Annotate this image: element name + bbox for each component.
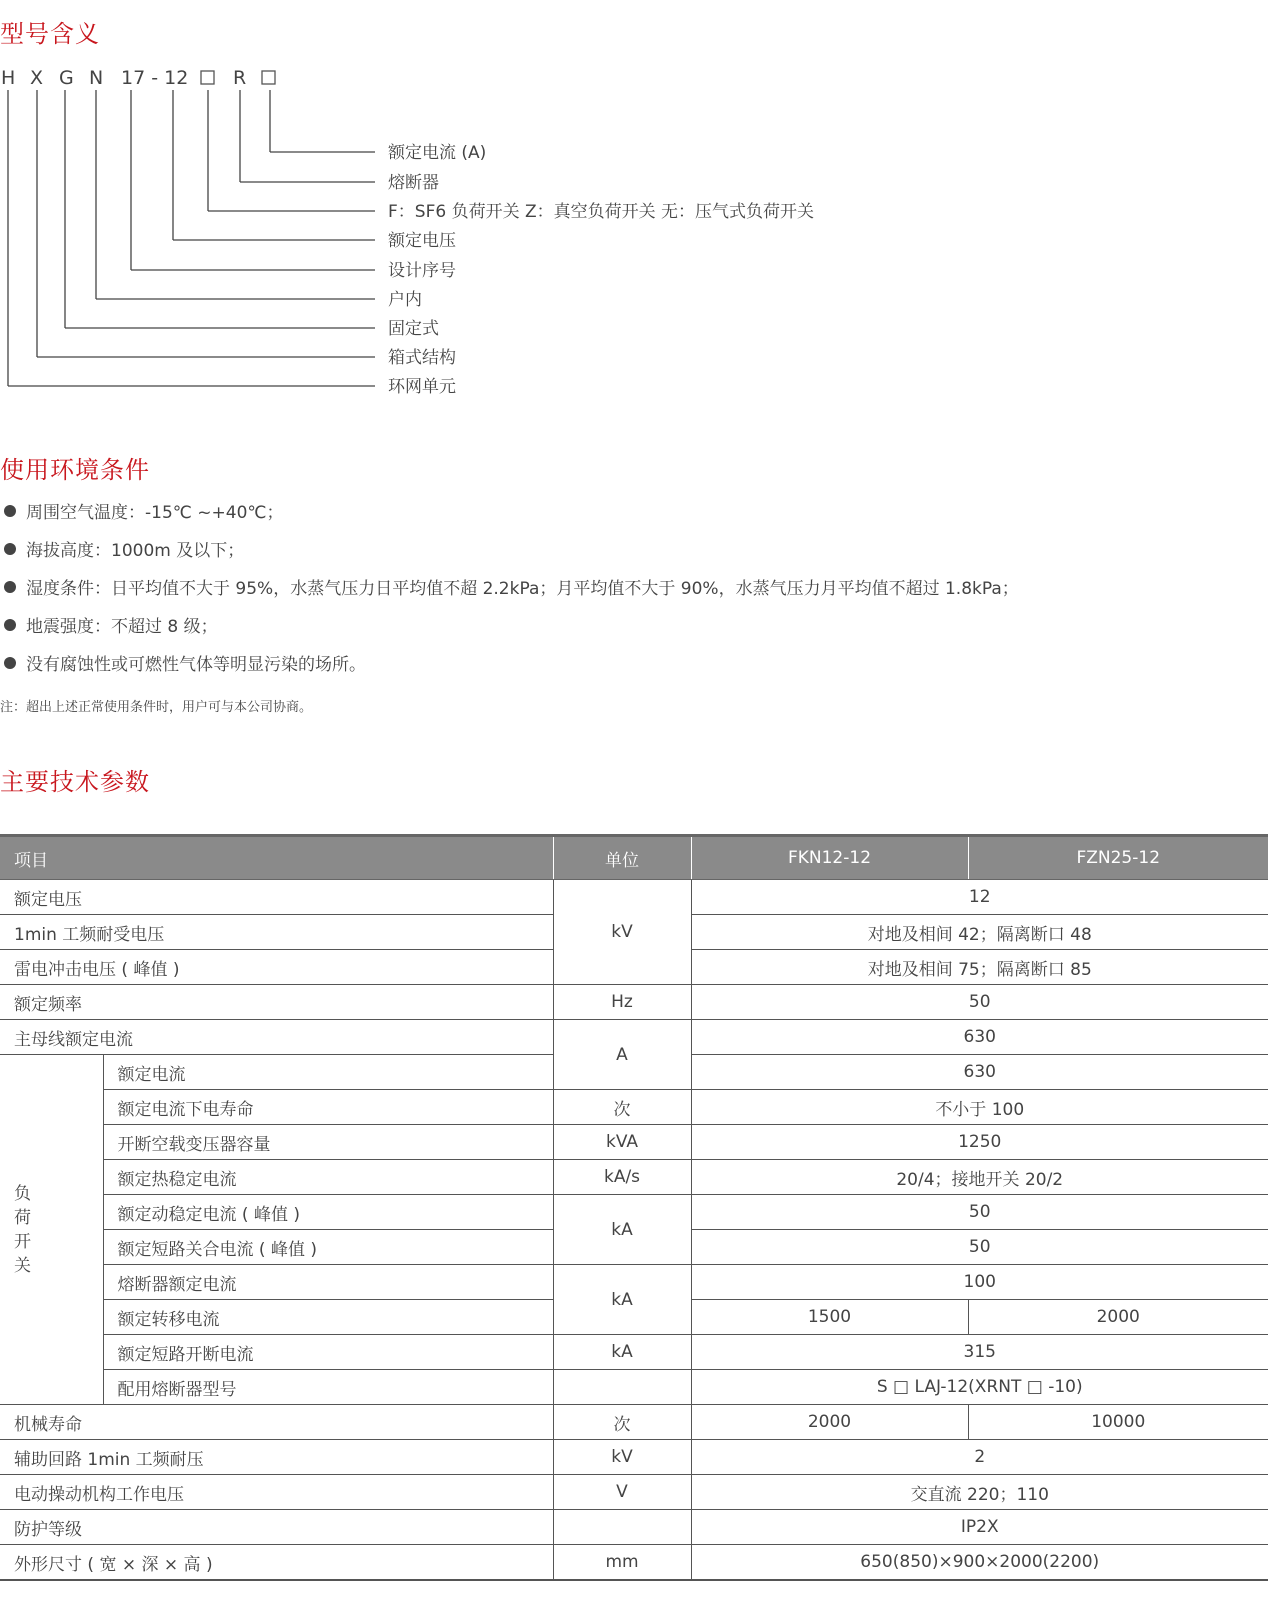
environment-note: 注：超出上述正常使用条件时，用户可与本公司协商。 [0, 700, 313, 715]
table-row [0, 1475, 1268, 1510]
row-unit: kV [553, 1440, 691, 1475]
table-row [0, 1335, 1268, 1370]
table-row [0, 1370, 1268, 1405]
row-unit: V [553, 1475, 691, 1510]
row-item: 额定转移电流 [103, 1300, 553, 1335]
code-n: N [89, 67, 104, 89]
row-item: 配用熔断器型号 [103, 1370, 553, 1405]
row-value-fzn: 2000 [968, 1300, 1268, 1335]
parameters-table [0, 834, 1268, 1581]
header-fzn: FZN25-12 [968, 836, 1268, 880]
row-item: 外形尺寸 ( 宽 × 深 × 高 ) [0, 1545, 553, 1581]
header-item: 项目 [0, 836, 553, 880]
group-label-text: 负 荷 开 关 [14, 1183, 31, 1276]
row-item: 开断空载变压器容量 [103, 1125, 553, 1160]
code-series: 17 - 12 [121, 67, 189, 89]
desc-fixed: 固定式 [388, 319, 439, 339]
table-row [0, 1195, 1268, 1230]
env-pollution: 没有腐蚀性或可燃性气体等明显污染的场所。 [26, 655, 366, 675]
env-humidity: 湿度条件：日平均值不大于 95%，水蒸气压力日平均值不超 2.2kPa；月平均值不大于 90%，水蒸气压力月平均值不超过 1.8kPa； [26, 579, 1019, 599]
row-unit: Hz [553, 985, 691, 1020]
table-row [0, 1265, 1268, 1300]
group-label-load-switch [0, 1055, 103, 1405]
row-item: 额定电流下电寿命 [103, 1090, 553, 1125]
row-value: 12 [691, 880, 1268, 915]
row-unit: kA/s [553, 1160, 691, 1195]
row-item: 机械寿命 [0, 1405, 553, 1440]
row-item: 额定动稳定电流 ( 峰值 ) [103, 1195, 553, 1230]
row-item: 额定短路开断电流 [103, 1335, 553, 1370]
row-item: 额定短路关合电流 ( 峰值 ) [103, 1230, 553, 1265]
row-item: 额定电流 [103, 1055, 553, 1090]
leader-lines [8, 90, 375, 386]
row-value: 50 [691, 1230, 1268, 1265]
code-box-current [262, 71, 275, 84]
row-value-fkn: 2000 [691, 1405, 968, 1440]
list-item [0, 574, 1019, 612]
row-item: 辅助回路 1min 工频耐压 [0, 1440, 553, 1475]
bullet-icon [4, 619, 16, 631]
row-unit: kV [553, 880, 691, 985]
row-item: 额定热稳定电流 [103, 1160, 553, 1195]
table-header-row [0, 836, 1268, 880]
row-unit [553, 1510, 691, 1545]
row-value: 50 [691, 985, 1268, 1020]
table-row [0, 1510, 1268, 1545]
row-value: 2 [691, 1440, 1268, 1475]
row-unit: kA [553, 1195, 691, 1265]
desc-rated-current: 额定电流 (A) [388, 143, 487, 163]
list-item [0, 612, 1019, 650]
table-row [0, 1545, 1268, 1581]
table-row [0, 880, 1268, 915]
row-unit [553, 1370, 691, 1405]
row-unit: mm [553, 1545, 691, 1581]
bullet-icon [4, 657, 16, 669]
table-row [0, 1440, 1268, 1475]
header-unit: 单位 [553, 836, 691, 880]
env-altitude: 海拔高度：1000m 及以下； [26, 541, 245, 561]
row-item: 防护等级 [0, 1510, 553, 1545]
model-descriptions [388, 143, 814, 397]
row-value: 315 [691, 1335, 1268, 1370]
row-unit: 次 [553, 1090, 691, 1125]
code-x: X [30, 67, 44, 89]
row-value: 1250 [691, 1125, 1268, 1160]
bullet-icon [4, 505, 16, 517]
desc-rated-voltage: 额定电压 [388, 231, 456, 251]
row-value-fkn: 1500 [691, 1300, 968, 1335]
list-item [0, 536, 1019, 574]
row-value: IP2X [691, 1510, 1268, 1545]
row-value: 不小于 100 [691, 1090, 1268, 1125]
row-value: S □ LAJ-12(XRNT □ -10) [691, 1370, 1268, 1405]
environment-list [0, 498, 1019, 688]
list-item [0, 498, 1019, 536]
row-value: 50 [691, 1195, 1268, 1230]
row-item: 1min 工频耐受电压 [0, 915, 553, 950]
desc-design-no: 设计序号 [388, 261, 456, 281]
header-fkn: FKN12-12 [691, 836, 968, 880]
params-title: 主要技术参数 [0, 768, 150, 796]
row-item: 额定频率 [0, 985, 553, 1020]
code-h: H [1, 67, 16, 89]
row-unit: kA [553, 1335, 691, 1370]
row-value: 650(850)×900×2000(2200) [691, 1545, 1268, 1581]
row-unit: kVA [553, 1125, 691, 1160]
model-meaning-title: 型号含义 [0, 20, 100, 48]
code-g: G [59, 67, 74, 89]
table-row [0, 985, 1268, 1020]
row-item: 额定电压 [0, 880, 553, 915]
desc-ring-unit: 环网单元 [388, 377, 456, 397]
table-row [0, 1090, 1268, 1125]
row-value: 630 [691, 1020, 1268, 1055]
env-seismic: 地震强度：不超过 8 级； [26, 617, 218, 637]
row-item: 主母线额定电流 [0, 1020, 553, 1055]
bullet-icon [4, 543, 16, 555]
row-value: 630 [691, 1055, 1268, 1090]
desc-indoor: 户内 [388, 290, 422, 310]
row-unit: 次 [553, 1405, 691, 1440]
model-code-diagram [0, 62, 900, 412]
row-value: 20/4；接地开关 20/2 [691, 1160, 1268, 1195]
table-row [0, 1160, 1268, 1195]
table-row [0, 1125, 1268, 1160]
code-box-type [201, 71, 214, 84]
table-row [0, 1020, 1268, 1055]
row-value-fzn: 10000 [968, 1405, 1268, 1440]
desc-box-structure: 箱式结构 [388, 348, 456, 368]
env-temperature: 周围空气温度：-15℃ ~+40℃； [26, 503, 284, 523]
desc-switch-type: F：SF6 负荷开关 Z：真空负荷开关 无：压气式负荷开关 [388, 202, 815, 222]
bullet-icon [4, 581, 16, 593]
row-item: 熔断器额定电流 [103, 1265, 553, 1300]
row-value: 交直流 220；110 [691, 1475, 1268, 1510]
row-value: 对地及相间 42；隔离断口 48 [691, 915, 1268, 950]
environment-title: 使用环境条件 [0, 456, 150, 484]
desc-fuse: 熔断器 [388, 173, 439, 193]
row-unit: kA [553, 1265, 691, 1335]
table-row [0, 1405, 1268, 1440]
code-r: R [233, 67, 247, 89]
list-item [0, 650, 1019, 688]
row-value: 100 [691, 1265, 1268, 1300]
model-code-letters [1, 67, 275, 89]
row-value: 对地及相间 75；隔离断口 85 [691, 950, 1268, 985]
row-item: 雷电冲击电压 ( 峰值 ) [0, 950, 553, 985]
row-item: 电动操动机构工作电压 [0, 1475, 553, 1510]
row-unit: A [553, 1020, 691, 1090]
